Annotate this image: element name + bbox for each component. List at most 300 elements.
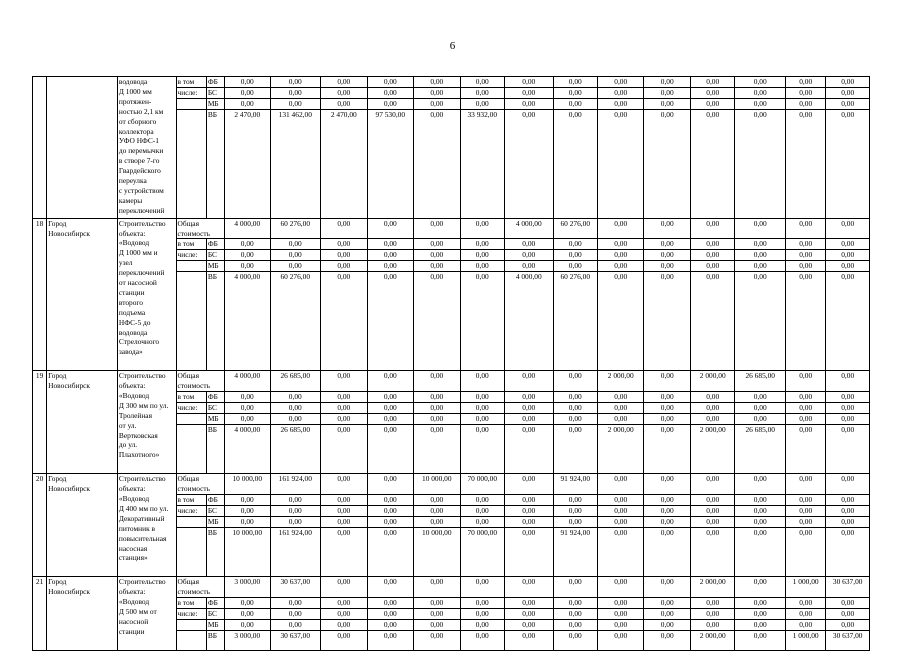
object-description-line: Строительство	[118, 474, 166, 484]
funding-label	[176, 424, 206, 474]
value-cell: 0,00	[505, 598, 554, 609]
value-cell: 0,00	[367, 98, 414, 109]
value-cell: 0,00	[597, 630, 644, 650]
funding-label	[176, 413, 206, 424]
value-cell: 0,00	[644, 608, 691, 619]
value-cell: 0,00	[553, 109, 597, 218]
value-cell: 0,00	[460, 402, 504, 413]
object-description-line: переулка	[118, 176, 147, 186]
value-cell: 0,00	[597, 527, 644, 577]
value-cell: 0,00	[414, 109, 461, 218]
value-cell: 0,00	[321, 516, 368, 527]
value-cell: 0,00	[321, 608, 368, 619]
value-cell: 60 276,00	[553, 218, 597, 239]
value-cell: 0,00	[735, 402, 786, 413]
value-cell: 0,00	[270, 494, 321, 505]
value-cell: 0,00	[597, 474, 644, 495]
value-cell: 0,00	[321, 391, 368, 402]
object-description-line: переключений	[118, 268, 165, 278]
value-cell: 0,00	[785, 619, 825, 630]
object-description-line: Плахотного»	[118, 450, 160, 460]
value-cell: 0,00	[690, 494, 734, 505]
value-cell: 0,00	[785, 494, 825, 505]
object-description-line: до перемычки	[118, 146, 164, 156]
object-description-line: от насосной	[118, 278, 157, 288]
value-cell: 30 637,00	[826, 630, 870, 650]
object-description-line: Гвардейского	[118, 166, 161, 176]
object-description-line: подъема	[118, 307, 146, 317]
object-description-line: Вертковская	[118, 430, 158, 440]
value-cell: 0,00	[690, 109, 734, 218]
value-cell: 0,00	[321, 577, 368, 598]
value-cell: 0,00	[553, 598, 597, 609]
value-cell: 0,00	[321, 494, 368, 505]
value-cell: 0,00	[460, 630, 504, 650]
value-cell: 0,00	[270, 413, 321, 424]
object-description-line: Строительство	[118, 371, 166, 381]
value-cell: 0,00	[460, 391, 504, 402]
value-cell: 0,00	[735, 77, 786, 88]
city-cell	[47, 77, 118, 219]
value-cell: 0,00	[826, 527, 870, 577]
value-cell: 0,00	[553, 516, 597, 527]
value-cell: 0,00	[414, 239, 461, 250]
value-cell: 0,00	[414, 77, 461, 88]
value-cell: 0,00	[597, 413, 644, 424]
value-cell: 30 637,00	[270, 630, 321, 650]
value-cell: 0,00	[414, 505, 461, 516]
value-cell: 0,00	[460, 272, 504, 371]
value-cell: 0,00	[735, 239, 786, 250]
value-cell: 0,00	[597, 98, 644, 109]
funding-code: ВБ	[206, 272, 224, 371]
object-description-line: станция»	[118, 553, 148, 563]
value-cell: 0,00	[270, 619, 321, 630]
value-cell: 0,00	[367, 261, 414, 272]
value-cell: 0,00	[735, 630, 786, 650]
value-cell: 0,00	[270, 261, 321, 272]
value-cell: 0,00	[225, 413, 270, 424]
funding-label: числе:	[176, 250, 206, 261]
value-cell: 0,00	[785, 516, 825, 527]
value-cell: 0,00	[367, 505, 414, 516]
value-cell: 0,00	[553, 98, 597, 109]
value-cell: 0,00	[460, 619, 504, 630]
city-cell-line: Город	[48, 218, 67, 228]
value-cell: 0,00	[735, 494, 786, 505]
value-cell: 0,00	[505, 87, 554, 98]
value-cell: 0,00	[321, 98, 368, 109]
funding-code: ФБ	[206, 77, 224, 88]
funding-code: ВБ	[206, 630, 224, 650]
value-cell: 0,00	[505, 98, 554, 109]
value-cell: 0,00	[597, 87, 644, 98]
value-cell: 0,00	[735, 516, 786, 527]
object-description-line: Строительство	[118, 218, 166, 228]
value-cell: 0,00	[367, 608, 414, 619]
value-cell: 0,00	[321, 527, 368, 577]
value-cell: 0,00	[644, 218, 691, 239]
value-cell: 0,00	[553, 577, 597, 598]
value-cell: 0,00	[505, 391, 554, 402]
value-cell: 0,00	[553, 77, 597, 88]
value-cell: 0,00	[414, 598, 461, 609]
value-cell: 0,00	[460, 413, 504, 424]
object-description-line: коллектора	[118, 126, 154, 136]
value-cell: 0,00	[735, 87, 786, 98]
funding-label: в том	[176, 391, 206, 402]
value-cell: 0,00	[414, 424, 461, 474]
funding-code: ВБ	[206, 109, 224, 218]
value-cell: 0,00	[735, 474, 786, 495]
value-cell: 0,00	[225, 250, 270, 261]
value-cell: 0,00	[321, 261, 368, 272]
value-cell: 0,00	[367, 630, 414, 650]
funding-code: МБ	[206, 413, 224, 424]
value-cell: 0,00	[460, 516, 504, 527]
value-cell: 0,00	[414, 608, 461, 619]
value-cell: 0,00	[597, 402, 644, 413]
value-cell: 0,00	[597, 391, 644, 402]
city-cell-line: Новосибирск	[48, 381, 91, 391]
value-cell: 0,00	[367, 239, 414, 250]
value-cell: 0,00	[644, 272, 691, 371]
value-cell: 0,00	[225, 261, 270, 272]
city-cell-line: Новосибирск	[48, 587, 91, 597]
value-cell: 0,00	[270, 87, 321, 98]
funding-code: ВБ	[206, 527, 224, 577]
value-cell: 0,00	[644, 516, 691, 527]
value-cell: 26 685,00	[270, 371, 321, 392]
value-cell: 0,00	[460, 218, 504, 239]
value-cell: 0,00	[826, 516, 870, 527]
value-cell: 0,00	[644, 527, 691, 577]
value-cell: 0,00	[785, 87, 825, 98]
value-cell: 0,00	[597, 577, 644, 598]
total-label-line: Общая	[177, 218, 199, 228]
value-cell: 0,00	[321, 413, 368, 424]
value-cell: 0,00	[321, 250, 368, 261]
value-cell: 0,00	[367, 474, 414, 495]
value-cell: 0,00	[644, 371, 691, 392]
value-cell: 0,00	[505, 402, 554, 413]
funding-label: числе:	[176, 608, 206, 619]
value-cell: 0,00	[367, 516, 414, 527]
value-cell: 0,00	[785, 371, 825, 392]
value-cell: 0,00	[270, 505, 321, 516]
value-cell: 91 924,00	[553, 474, 597, 495]
value-cell: 0,00	[785, 608, 825, 619]
value-cell: 0,00	[270, 516, 321, 527]
value-cell: 33 932,00	[460, 109, 504, 218]
object-description-line: УФО НФС-1	[118, 136, 159, 146]
value-cell: 0,00	[367, 402, 414, 413]
value-cell: 0,00	[414, 494, 461, 505]
value-cell: 0,00	[690, 474, 734, 495]
object-description-line: второго	[118, 297, 143, 307]
value-cell: 0,00	[826, 87, 870, 98]
value-cell: 0,00	[367, 598, 414, 609]
value-cell: 0,00	[414, 371, 461, 392]
value-cell: 0,00	[735, 527, 786, 577]
value-cell: 0,00	[414, 516, 461, 527]
value-cell: 70 000,00	[460, 474, 504, 495]
value-cell: 0,00	[785, 239, 825, 250]
value-cell: 0,00	[826, 371, 870, 392]
object-description-line: с устройством	[118, 185, 164, 195]
value-cell: 0,00	[597, 608, 644, 619]
value-cell: 0,00	[644, 598, 691, 609]
value-cell: 2 000,00	[597, 424, 644, 474]
funding-label: в том	[176, 77, 206, 88]
budget-table	[32, 76, 870, 651]
value-cell: 0,00	[644, 87, 691, 98]
value-cell: 0,00	[505, 577, 554, 598]
value-cell: 0,00	[785, 391, 825, 402]
value-cell: 0,00	[597, 218, 644, 239]
value-cell: 0,00	[785, 505, 825, 516]
object-description	[117, 77, 176, 219]
value-cell: 0,00	[414, 98, 461, 109]
value-cell: 0,00	[321, 371, 368, 392]
funding-label	[176, 619, 206, 630]
city-cell	[47, 577, 118, 650]
value-cell: 30 637,00	[270, 577, 321, 598]
value-cell: 0,00	[321, 87, 368, 98]
value-cell: 0,00	[414, 261, 461, 272]
total-label-line: Общая	[177, 577, 199, 587]
value-cell: 0,00	[553, 619, 597, 630]
value-cell: 0,00	[785, 218, 825, 239]
value-cell: 0,00	[553, 87, 597, 98]
value-cell: 0,00	[505, 239, 554, 250]
value-cell: 10 000,00	[225, 527, 270, 577]
row-index: 20	[33, 474, 47, 577]
value-cell: 0,00	[735, 598, 786, 609]
value-cell: 0,00	[321, 239, 368, 250]
value-cell: 0,00	[826, 250, 870, 261]
value-cell: 0,00	[597, 77, 644, 88]
funding-code: БС	[206, 87, 224, 98]
value-cell: 0,00	[414, 413, 461, 424]
value-cell: 0,00	[826, 261, 870, 272]
value-cell: 0,00	[321, 424, 368, 474]
object-description-line: водовода	[118, 327, 148, 337]
value-cell: 0,00	[735, 261, 786, 272]
value-cell: 0,00	[225, 494, 270, 505]
value-cell: 0,00	[553, 250, 597, 261]
value-cell: 0,00	[597, 505, 644, 516]
funding-label: числе:	[176, 505, 206, 516]
value-cell: 4 000,00	[505, 218, 554, 239]
table-row-total	[33, 577, 870, 598]
funding-label	[176, 630, 206, 650]
value-cell: 0,00	[690, 598, 734, 609]
funding-label: числе:	[176, 87, 206, 98]
value-cell: 0,00	[505, 371, 554, 392]
object-description-line: «Водовод	[118, 390, 150, 400]
funding-code: БС	[206, 608, 224, 619]
value-cell: 0,00	[826, 272, 870, 371]
funding-code: МБ	[206, 619, 224, 630]
value-cell: 26 685,00	[735, 371, 786, 392]
value-cell: 0,00	[690, 250, 734, 261]
object-description-line: «Водовод	[118, 238, 150, 248]
value-cell: 4 000,00	[225, 424, 270, 474]
object-description-line: камеры	[118, 195, 143, 205]
value-cell: 0,00	[505, 516, 554, 527]
value-cell: 0,00	[367, 371, 414, 392]
value-cell: 0,00	[414, 577, 461, 598]
object-description-line: Стрелочного	[118, 337, 160, 347]
value-cell: 0,00	[644, 413, 691, 424]
value-cell: 0,00	[505, 474, 554, 495]
row-index: 18	[33, 218, 47, 371]
value-cell: 0,00	[321, 630, 368, 650]
object-description-line: Строительство	[118, 577, 166, 587]
value-cell: 0,00	[321, 619, 368, 630]
value-cell: 0,00	[690, 413, 734, 424]
value-cell: 131 462,00	[270, 109, 321, 218]
object-description-line: Тролейная	[118, 410, 152, 420]
object-description-line: повысительная	[118, 533, 167, 543]
value-cell: 3 000,00	[225, 630, 270, 650]
value-cell: 0,00	[735, 413, 786, 424]
value-cell: 0,00	[690, 218, 734, 239]
object-description-line: насосная	[118, 543, 148, 553]
funding-label	[176, 261, 206, 272]
city-cell-line: Город	[48, 577, 67, 587]
value-cell: 0,00	[690, 391, 734, 402]
value-cell: 0,00	[367, 77, 414, 88]
object-description-line: НФС-5 до	[118, 317, 151, 327]
value-cell: 0,00	[460, 87, 504, 98]
value-cell: 0,00	[735, 98, 786, 109]
value-cell: 26 685,00	[270, 424, 321, 474]
value-cell: 161 924,00	[270, 474, 321, 495]
total-label	[176, 577, 225, 598]
value-cell: 0,00	[785, 272, 825, 371]
value-cell: 0,00	[597, 109, 644, 218]
value-cell: 0,00	[225, 598, 270, 609]
value-cell: 0,00	[785, 424, 825, 474]
funding-label	[176, 98, 206, 109]
value-cell: 0,00	[597, 494, 644, 505]
total-label-line: Общая	[177, 371, 199, 381]
value-cell: 0,00	[785, 527, 825, 577]
value-cell: 0,00	[505, 505, 554, 516]
value-cell: 0,00	[460, 371, 504, 392]
value-cell: 0,00	[460, 505, 504, 516]
value-cell: 0,00	[505, 608, 554, 619]
value-cell: 60 276,00	[553, 272, 597, 371]
value-cell: 0,00	[826, 218, 870, 239]
value-cell: 0,00	[414, 391, 461, 402]
value-cell: 0,00	[367, 87, 414, 98]
funding-label: числе:	[176, 402, 206, 413]
value-cell: 0,00	[644, 630, 691, 650]
value-cell: 0,00	[553, 261, 597, 272]
object-description-line: узел	[118, 258, 133, 268]
value-cell: 0,00	[460, 424, 504, 474]
value-cell: 0,00	[644, 619, 691, 630]
value-cell: 2 000,00	[597, 371, 644, 392]
object-description	[117, 218, 176, 371]
value-cell: 0,00	[785, 413, 825, 424]
value-cell: 161 924,00	[270, 527, 321, 577]
value-cell: 2 470,00	[321, 109, 368, 218]
value-cell: 0,00	[826, 109, 870, 218]
value-cell: 0,00	[826, 598, 870, 609]
total-label	[176, 371, 225, 392]
city-cell-line: Город	[48, 371, 67, 381]
value-cell: 0,00	[321, 402, 368, 413]
funding-code: МБ	[206, 98, 224, 109]
value-cell: 4 000,00	[225, 272, 270, 371]
value-cell: 0,00	[225, 98, 270, 109]
object-description-line: завода»	[118, 347, 143, 357]
value-cell: 0,00	[321, 505, 368, 516]
value-cell: 0,00	[735, 608, 786, 619]
funding-label: в том	[176, 598, 206, 609]
value-cell: 0,00	[321, 77, 368, 88]
value-cell: 0,00	[826, 77, 870, 88]
value-cell: 0,00	[735, 577, 786, 598]
total-label-line: стоимость	[177, 381, 211, 391]
value-cell: 0,00	[270, 250, 321, 261]
object-description-line: протяжен-	[118, 96, 152, 106]
value-cell: 2 000,00	[690, 630, 734, 650]
value-cell: 0,00	[785, 598, 825, 609]
value-cell: 0,00	[644, 494, 691, 505]
row-index: 19	[33, 371, 47, 474]
value-cell: 0,00	[367, 424, 414, 474]
value-cell: 0,00	[225, 619, 270, 630]
row-index: 21	[33, 577, 47, 650]
value-cell: 2 000,00	[690, 424, 734, 474]
value-cell: 0,00	[225, 516, 270, 527]
value-cell: 0,00	[690, 261, 734, 272]
value-cell: 0,00	[735, 619, 786, 630]
value-cell: 2 470,00	[225, 109, 270, 218]
value-cell: 0,00	[826, 391, 870, 402]
table-row-total	[33, 474, 870, 495]
value-cell: 0,00	[597, 516, 644, 527]
value-cell: 0,00	[414, 218, 461, 239]
object-description	[117, 474, 176, 577]
value-cell: 2 000,00	[690, 371, 734, 392]
value-cell: 0,00	[321, 272, 368, 371]
value-cell: 0,00	[225, 391, 270, 402]
value-cell: 0,00	[690, 239, 734, 250]
total-label-line: стоимость	[177, 228, 211, 238]
table-row-total	[33, 371, 870, 392]
value-cell: 0,00	[414, 250, 461, 261]
value-cell: 0,00	[460, 250, 504, 261]
value-cell: 0,00	[270, 77, 321, 88]
object-description-line: Д 300 мм по ул.	[118, 400, 169, 410]
value-cell: 0,00	[644, 109, 691, 218]
object-description-line: объекта:	[118, 484, 146, 494]
value-cell: 0,00	[367, 494, 414, 505]
value-cell: 0,00	[553, 402, 597, 413]
value-cell: 0,00	[321, 474, 368, 495]
value-cell: 0,00	[367, 413, 414, 424]
total-label	[176, 474, 225, 495]
value-cell: 60 276,00	[270, 218, 321, 239]
object-description-line: Декоративный	[118, 513, 165, 523]
value-cell: 0,00	[460, 98, 504, 109]
